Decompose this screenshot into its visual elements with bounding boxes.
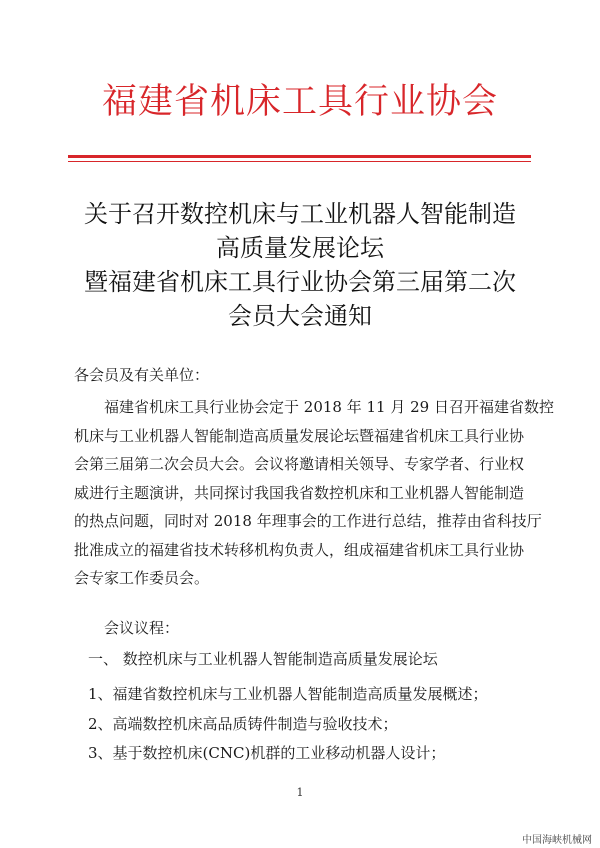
body-line: 的热点问题，同时对 2018 年理事会的工作进行总结，推荐由省科技厅: [74, 512, 542, 530]
salutation: 各会员及有关单位：: [74, 366, 210, 384]
agenda-heading: 会议议程：: [104, 619, 180, 637]
site-watermark: 中国海峡机械网: [522, 835, 592, 846]
agenda-section-title: 一、 数控机床与工业机器人智能制造高质量发展论坛: [88, 650, 438, 668]
agenda-item: 2、高端数控机床高品质铸件制造与验收技术；: [88, 715, 398, 733]
body-paragraph: [74, 393, 554, 593]
letterhead-rule-thin: [68, 161, 531, 162]
letterhead-org-name: 福建省机床工具行业协会: [101, 82, 498, 122]
agenda-item: 1、福建省数控机床与工业机器人智能制造高质量发展概述；: [88, 685, 488, 703]
document-title: [0, 197, 600, 333]
title-line: 暨福建省机床工具行业协会第三届第二次: [84, 268, 516, 296]
body-line: 机床与工业机器人智能制造高质量发展论坛暨福建省机床工具行业协: [74, 426, 525, 445]
title-line: 高质量发展论坛: [216, 234, 384, 262]
body-line: 批准成立的福建省技术转移机构负责人，组成福建省机床工具行业协: [74, 540, 525, 559]
letterhead-rule-thick: [68, 155, 531, 158]
body-line: 会专家工作委员会。: [74, 569, 210, 587]
body-line: 会第三届第二次会员大会。会议将邀请相关领导、专家学者、行业权: [74, 455, 525, 473]
title-line: 会员大会通知: [228, 302, 372, 330]
agenda-item: 3、基于数控机床(CNC)机群的工业移动机器人设计；: [88, 744, 446, 762]
body-line: 威进行主题演讲，共同探讨我国我省数控机床和工业机器人智能制造: [74, 483, 525, 502]
title-line: 关于召开数控机床与工业机器人智能制造: [84, 200, 516, 228]
page-number: 1: [296, 786, 304, 799]
body-line: 福建省机床工具行业协会定于 2018 年 11 月 29 日召开福建省数控: [104, 398, 554, 416]
